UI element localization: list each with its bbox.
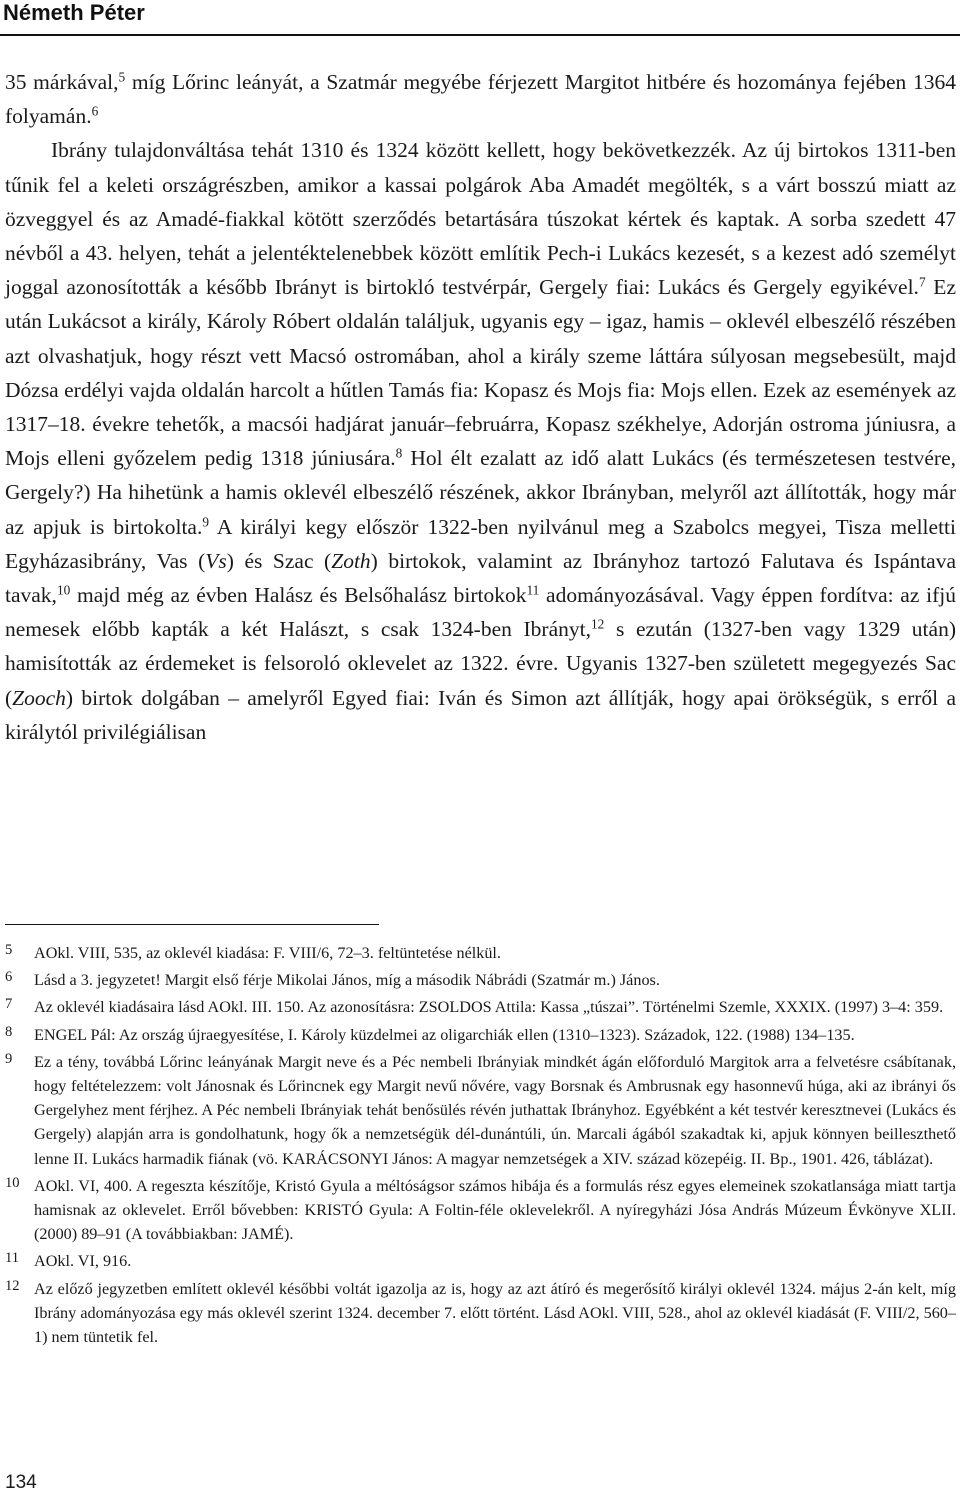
footnote-ref-11: 11	[526, 582, 540, 598]
text-run: s ezután (1327-ben vagy 1329 után) hamisították az érdemeket is felsoroló oklevelet az 1322. évre. Ugyanis 1327-ben született megegyezés Sac (	[5, 617, 956, 710]
footnote-ref-5: 5	[118, 69, 126, 85]
paragraph-2	[5, 133, 956, 749]
footnote-text: Lásd a 3. jegyzetet! Margit első férje Mikolai János, míg a második Nábrádi (Szatmár m.) János.	[34, 971, 660, 990]
italic-term: Vs	[205, 548, 227, 573]
footnote-text: AOkl. VIII, 535, az oklevél kiadása: F. VIII/6, 72–3. feltüntetése nélkül.	[34, 944, 501, 962]
footnote-number: 6	[5, 969, 13, 986]
footnote-number: 8	[5, 1023, 13, 1040]
text-run: ) birtokok, valamint az Ibrányhoz tartozó Falutava és Ispántava tavak,	[5, 548, 957, 608]
running-header-author: Németh Péter	[3, 0, 145, 25]
footnote-text: Az oklevél kiadásaira lásd AOkl. III. 150. Az azonosításra: ZSOLDOS Attila: Kassa „túszai”. Történelmi Szemle, XXXIX. (1997) 3–4: 359.	[34, 998, 944, 1017]
footnote-rule	[5, 924, 379, 925]
text-run: majd még az évben Halász és Belsőhalász birtokok	[70, 583, 527, 608]
footnote	[5, 968, 956, 992]
main-text	[5, 65, 956, 749]
footnote	[5, 1249, 956, 1273]
footnote-number: 7	[5, 996, 13, 1013]
footnote-ref-6: 6	[91, 103, 99, 119]
footnote-number: 5	[5, 942, 13, 958]
page-number: 134	[5, 1472, 37, 1493]
italic-term: Zooch	[12, 685, 66, 710]
footnote-number: 10	[5, 1174, 20, 1191]
footnote-text: Ez a tény, továbbá Lőrinc leányának Margit neve és a Péc nembeli Ibrányiak mindkét ágán előforduló Margitok arra a felvetésre csábítanak, hogy feltételezzem: volt Jánosnak és Lőrincnek egy Margit nevű nővére, vagy Borsnak és Ambrusnak egy hasonnevű húga, aki az ibrányi ős Gergelyhez ment férjhez. A Péc nembeli Ibrányiak tehát benősülés révén juthattak Ibrányhoz. Egyébként a két testvér keresztnevei (Lukács és Gergely) alapján arra is gondolhatunk, hogy ők a nemzetségük dél-dunántúli, ún. Marcali ágából szakadtak ki, apjuk könnyen beilleszthető lenne II. Lukács harmadik fiának (vö. KARÁCSONYI János: A magyar nemzetségek a XIV. század közepéig. II. Bp., 1901. 426, táblázat).	[34, 1052, 956, 1168]
footnote-ref-12: 12	[590, 616, 605, 632]
text-run: 35 márkával,	[5, 70, 119, 94]
footnote-text: AOkl. VI, 916.	[34, 1252, 132, 1271]
footnotes	[5, 941, 956, 1352]
footnote-text: AOkl. VI, 400. A regeszta készítője, Kristó Gyula a méltóságsor számos hibája és a formulás rész egyes elemeinek szokatlansága miatt tartja hamisnak az oklevelet. Erről bővebben: KRISTÓ Gyula: A Foltin-féle oklevelekről. A nyíregyházi Jósa András Múzeum Évkönyve XLII. (2000) 89–91 (A továbbiakban: JAMÉ).	[34, 1176, 956, 1244]
footnote	[5, 1050, 956, 1171]
text-run: ) és Szac (	[226, 548, 332, 573]
text-run: míg Lőrinc leányát, a Szatmár megyébe férjezett Margitot hitbére és hozományа fejében 1364 folyamán.	[5, 70, 956, 129]
footnote-text: ENGEL Pál: Az ország újraegyesítése, I. Károly küzdelmei az oligarchiák ellen (1310–1323). Századok, 122. (1988) 134–135.	[34, 1025, 855, 1044]
footnote	[5, 1174, 956, 1247]
footnote-ref-8: 8	[395, 445, 403, 461]
footnote-ref-10: 10	[56, 582, 71, 598]
text-run: A királyi kegy először 1322-ben nyilvánul meg a Szabolcs megyei, Tisza melletti Egyházasibrány, Vas (	[5, 514, 956, 573]
footnote-number: 12	[5, 1277, 20, 1294]
footnote-text: Az előző jegyzetben említett oklevél későbbi voltát igazolja az is, hogy az azt átíró és megerősítő királyi oklevél 1324. május 2-án kelt, míg Ibrány adományozása egy más oklevél szerint 1324. december 7. előtt történt. Lásd AOkl. VIII, 528., ahol az oklevél kiadását (F. VIII/2, 560–1) nem tüntetik fel.	[34, 1279, 956, 1347]
text-run: Hol élt ezalatt az idő alatt Lukács (és természetesen testvére, Gergely?) Ha hihetünk a hamis oklevél elbeszélő részének, akkor Ibrányban, melyről azt állították, hogy már az apjuk is birtokolta.	[5, 446, 956, 539]
footnote-ref-9: 9	[202, 513, 210, 529]
footnote-ref-7: 7	[918, 274, 926, 290]
text-run: ) birtok dolgában – amelyről Egyed fiai: Iván és Simon azt állítják, hogy apai örökségük, s erről a királytól privilégiálisan	[5, 685, 956, 744]
text-run: adományozásával. Vagy éppen fordítva: az ifjú nemesek előbb kapták a két Halászt, s csak 1324-ben Ibrányt,	[5, 583, 956, 642]
header-rule	[0, 34, 960, 36]
text-run: Ibrány tulajdonváltása tehát 1310 és 1324 között kellett, hogy bekövetkezzék. Az új birtokos 1311-ben tűnik fel a keleti országrészben, amikor a kassai polgárok Aba Amadét megölték, s a várt bosszú miatt az özveggyel és az Amadé-fiakkal kötött szerződés betartására túszokat kértek és kaptak. A sorba szedett 47 névből a 43. helyen, tehát a jelentéktelenebbek között említik Pech-i Lukács kezesét, s a kezest adó személyt joggal azonosították a később Ibrányt is birtokló testvérpár, Gergely fiai: Lukács és Gergely egyikével.	[5, 138, 956, 300]
italic-term: Zoth	[331, 548, 371, 573]
footnote	[5, 1277, 956, 1350]
paragraph-1	[5, 65, 956, 133]
footnote	[5, 995, 956, 1019]
footnote	[5, 941, 956, 965]
footnote	[5, 1023, 956, 1047]
text-run: Ez után Lukácsot a király, Károly Róbert oldalán találjuk, ugyanis egy – igaz, hamis – oklevél elbeszélő részében azt olvashatjuk, hogy részt vett Macsó ostromában, ahol a király szeme láttára súlyosan megsebesült, majd Dózsa erdélyi vajda oldalán harcolt a hűtlen Tamás fia: Kopasz és Mojs fia: Mojs ellen. Ezek az események az 1317–18. évekre tehetők, a macsói hadjárat január–februárra, Kopasz székhelye, Adorján ostroma júniusra, a Mojs elleni győzelem pedig 1318 júniusára.	[5, 275, 956, 471]
footnote-number: 11	[5, 1250, 20, 1267]
footnote-number: 9	[5, 1050, 13, 1067]
